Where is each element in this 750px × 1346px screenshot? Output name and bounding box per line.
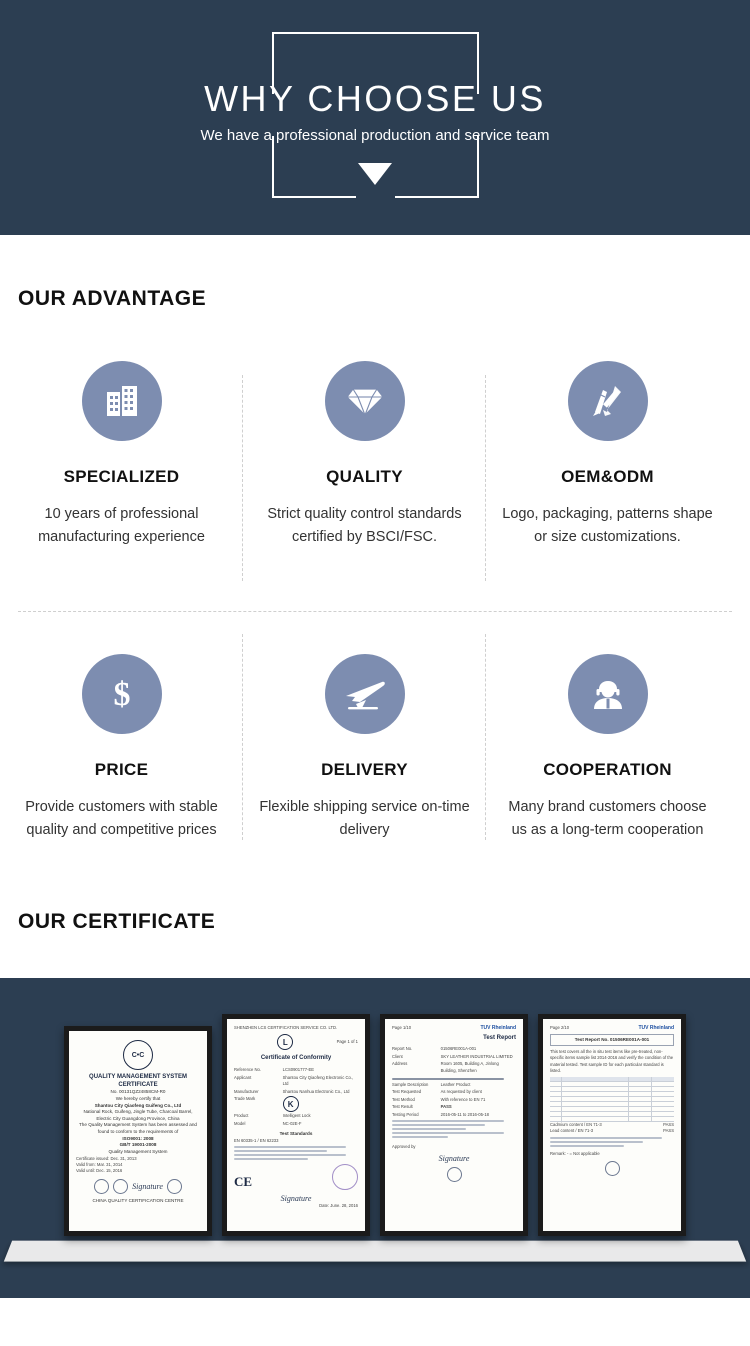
report-row-key: Sample Description [392, 1081, 429, 1087]
stamp-icon [332, 1164, 358, 1190]
cqc-seal-icon: C•C [123, 1040, 153, 1070]
cert-row-key: Test Standards [279, 1131, 313, 1137]
accreditation-seal-icon [94, 1179, 109, 1194]
certificate-paper [69, 1031, 207, 1231]
hero-subtitle: We have a professional production and service team [200, 127, 550, 144]
certificate-seal-row [76, 1179, 200, 1194]
hero-banner [0, 0, 750, 235]
table-cell: PASS [663, 1128, 674, 1134]
dollar-icon [82, 654, 162, 734]
advantage-item-desc: Logo, packaging, patterns shape or size customizations. [502, 506, 713, 546]
tuv-seal-icon [447, 1167, 462, 1182]
down-arrow-icon [358, 163, 392, 185]
certificate-conformance: The Quality Management System has been assessed and found to conform to the requirements of [79, 1122, 197, 1135]
cert-row-value: LCS0901777-EE [282, 1067, 315, 1073]
certificate-issue-date: Certificate issued: Dec. 31, 2013 [76, 1155, 137, 1161]
certificate-header-left: SHENZHEN LCS CERTIFICATION SERVICE CO. LTD. [234, 1025, 338, 1030]
customer-service-icon [568, 654, 648, 734]
advantage-item-cooperation [486, 612, 729, 870]
table-cell: Lead content / EN 71-3 [550, 1128, 594, 1134]
certificate-company: Shantou City Qiaofeng Guifeng Co., Ltd [94, 1102, 182, 1108]
report-footer: Remark: - = Not applicable [550, 1150, 600, 1156]
airplane-icon [325, 654, 405, 734]
cert-row-value: EN 60335-1 / EN 62233 [234, 1137, 279, 1143]
report-row-key: Testing Period [392, 1111, 419, 1117]
report-row-key: Client [392, 1053, 403, 1059]
report-row-value: As requested by client [440, 1089, 482, 1095]
report-row-key: Test Method [392, 1096, 415, 1102]
report-row-value: PASS [440, 1104, 452, 1110]
advantage-item-delivery [243, 612, 486, 870]
report-row-value: 01506RE001A-001 [440, 1046, 477, 1052]
advantage-item-desc: Strict quality control standards certified by BSCI/FSC. [267, 506, 462, 546]
accreditation-seal-icon [113, 1179, 128, 1194]
signature-icon: Signature [132, 1181, 163, 1191]
advantage-item-name: OEM&ODM [561, 467, 654, 486]
cert-row-key: Model [234, 1120, 246, 1126]
certificate-footer: CHINA QUALITY CERTIFICATION CENTRE [92, 1197, 184, 1203]
table-cell: Cadmium content / EN 71-3 [550, 1122, 602, 1128]
diamond-icon [325, 361, 405, 441]
advantage-item-desc: Many brand customers choose us as a long-term cooperation [508, 799, 707, 839]
report-results-table [550, 1077, 674, 1122]
table-row-second [550, 1128, 674, 1134]
advantage-item-quality [243, 353, 486, 611]
advantage-item-name: COOPERATION [543, 760, 672, 779]
shelf-decoration [4, 1241, 746, 1262]
report-row-key: Test Result [392, 1104, 413, 1110]
certificate-frame-quality-management [64, 1026, 212, 1236]
certificate-subtitle: CERTIFICATE [118, 1082, 158, 1089]
certificate-section-title: OUR CERTIFICATE [18, 910, 216, 933]
certificate-title: Certificate of Conformity [260, 1055, 332, 1062]
advantage-item-name: SPECIALIZED [63, 467, 180, 486]
certificate-page: Page 1 of 1 [336, 1039, 358, 1045]
report-page: Page 1/10 [392, 1025, 412, 1030]
report-page: Page 2/10 [550, 1025, 570, 1030]
cert-row-key: Reference No. [234, 1067, 261, 1073]
report-title: Test Report No. 01506RE001A-001 [550, 1034, 674, 1046]
report-title: Test Report [483, 1035, 516, 1042]
advantage-item-specialized [0, 353, 243, 611]
cert-row-value: Shantou Nanhua Electronic Co., Ltd [282, 1088, 350, 1094]
certificate-scope-address: National Rock, Guifeng, Jingle Tube, Charcoal Barrel, Electric City Guangdong Province, China [83, 1109, 193, 1121]
hero-title: WHY CHOOSE US [204, 78, 546, 119]
accreditation-seal-icon [167, 1179, 182, 1194]
advantage-item-desc: 10 years of professional manufacturing experience [38, 506, 205, 546]
certificate-standard-2: GB/T 19001-2008 [119, 1142, 157, 1148]
cert-row-value: Shantou City Qiaofeng Electronic Co., Ltd [282, 1074, 354, 1087]
certificate-frame-conformity [222, 1014, 370, 1236]
report-approval-label: Approved by [392, 1144, 416, 1150]
certificate-gallery [0, 978, 750, 1298]
advantage-item-desc: Provide customers with stable quality and competitive prices [25, 799, 218, 839]
certificate-scope-label: Quality Management System [108, 1149, 168, 1155]
certificate-paper [543, 1019, 681, 1231]
certificate-valid-until: Valid until: Dec. 15, 2016 [76, 1168, 123, 1174]
advantage-item-oem-odm [486, 353, 729, 611]
report-row-value: SKY LEATHER INDUSTRIAL LIMITED [440, 1053, 513, 1059]
report-note: This test covers all the in situ test items like pre-treated, non-specific items sample list 2014-2016 and verify the condition of the material tested. Test sample ID for each particular standard is listed. [550, 1048, 674, 1073]
report-row-value: Leather Product [440, 1081, 471, 1087]
table-cell: PASS [663, 1122, 674, 1128]
ce-mark-icon: CE [234, 1174, 253, 1190]
certificate-valid-from: Valid from: Mar. 31, 2014 [76, 1162, 123, 1168]
certificate-frame-test-report-page1 [380, 1014, 528, 1236]
cert-row-key: Manufacturer [234, 1088, 259, 1094]
advantage-item-name: DELIVERY [321, 760, 408, 779]
certificate-standard-1: ISO9001: 2008 [122, 1135, 154, 1141]
report-row-key: Report No. [392, 1046, 413, 1052]
certificate-title: QUALITY MANAGEMENT SYSTEM [89, 1074, 187, 1080]
building-icon [82, 361, 162, 441]
report-row-value: Room 1605, Building A, Jinlong Building, Shenzhen [440, 1061, 499, 1073]
certificate-reg-no: No. 00131QZ24858CM-R0 [110, 1089, 166, 1095]
cert-row-key: Applicant [234, 1074, 252, 1080]
svg-text:$: $ [113, 676, 130, 713]
report-row-key: Address [392, 1061, 408, 1067]
tuv-rheinland-logo-icon: TUV Rheinland [480, 1025, 516, 1032]
trademark-logo-icon: K [283, 1096, 357, 1112]
advantage-item-name: QUALITY [326, 467, 403, 486]
advantage-item-name: PRICE [94, 760, 149, 779]
cert-row-value: Intelligent Lock [282, 1113, 311, 1119]
cert-row-value: NC-02E-F [282, 1120, 302, 1126]
advantage-item-desc: Flexible shipping service on-time delivery [259, 799, 470, 839]
tuv-seal-icon [605, 1161, 620, 1176]
certificate-date: Date: June. 28, 2016 [319, 1203, 358, 1209]
advantage-grid [0, 353, 750, 870]
advantage-item-price [0, 612, 243, 870]
certificate-paper [227, 1019, 365, 1231]
tuv-rheinland-logo-icon: TUV Rheinland [638, 1025, 674, 1032]
tools-icon [568, 361, 648, 441]
cert-row-key: Product [234, 1113, 249, 1119]
lcs-logo-icon: L [277, 1034, 293, 1050]
report-row-value: 2016-05-11 to 2016-05-18 [440, 1111, 489, 1117]
certificate-line1: We hereby certify that [115, 1095, 161, 1101]
report-row-key: Test Requested [392, 1089, 422, 1095]
advantage-section-title: OUR ADVANTAGE [18, 287, 207, 310]
signature-icon: Signature [280, 1194, 312, 1204]
certificate-frame-test-report-page2 [538, 1014, 686, 1236]
certificate-paper [385, 1019, 523, 1231]
signature-icon: Signature [438, 1154, 470, 1164]
report-row-value: With reference to EN 71 [440, 1096, 486, 1102]
cert-row-key: Trade Mark [234, 1096, 256, 1102]
